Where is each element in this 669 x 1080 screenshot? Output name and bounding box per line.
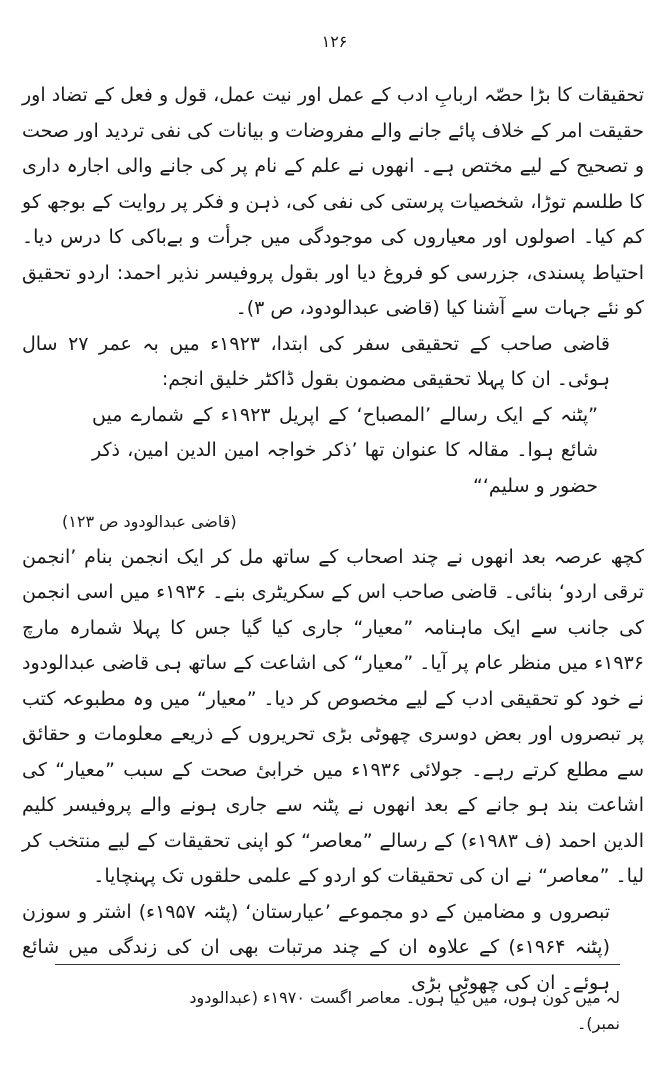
page-number: ۱۲۶ bbox=[321, 32, 348, 51]
paragraph-3: کچھ عرصہ بعد انھوں نے چند اصحاب کے ساتھ مل کر ایک انجمن بنام ’انجمن ترقی اردو‘ بنائی۔ قاضی صاحب اس کے سکریٹری بنے۔ ۱۹۳۶ء میں اسی انجمن کی جانب سے ایک ماہنامہ ”معیار“ جاری کیا گیا جس کا پہلا شمارہ مارچ ۱۹۳۶ء میں منظر عام پر آیا۔ ”معیار“ کی اشاعت کے ساتھ ہی قاضی عبدالودود نے خود کو تحقیقی ادب کے لیے مخصوص کر دیا۔ ”معیار“ میں وہ مطبوعہ کتب پر تبصروں اور بعض دوسری چھوٹی بڑی تحریروں کے ذریعے معلومات و حقائق سے مطلع کرتے رہے۔ جولائی ۱۹۳۶ء میں خرابیٔ صحت کے سبب ”معیار“ کی اشاعت بند ہو جانے کے بعد انھوں نے پٹنہ سے جاری ہونے والے پروفیسر کلیم الدین احمد (ف ۱۹۸۳ء) کے رسالے ”معاصر“ کو اپنی تحقیقات کے لیے منتخب کر لیا۔ ”معاصر“ نے ان کی تحقیقات کو اردو کے علمی حلقوں تک پہنچایا۔ bbox=[22, 545, 644, 887]
paragraph-2: قاضی صاحب کے تحقیقی سفر کی ابتدا، ۱۹۲۳ء میں بہ عمر ۲۷ سال ہوئی۔ ان کا پہلا تحقیقی مضمون بقول ڈاکٹر خلیق انجم: bbox=[22, 332, 610, 390]
footnote-divider bbox=[55, 964, 620, 965]
body-text bbox=[22, 78, 644, 1001]
block-quote: ”پٹنہ کے ایک رسالے ’المصباح‘ کے اپریل ۱۹۲۳ء کے شمارے میں شائع ہوا۔ مقالہ کا عنوان تھا ’ذکر خواجہ امین الدین امین، ذکر حضور و سلیم‘“ bbox=[92, 403, 598, 497]
paragraph-1: تحقیقات کا بڑا حصّہ اربابِ ادب کے عمل اور نیت عمل، قول و فعل کے تضاد اور حقیقت امر کے خلاف پائے جانے والے مفروضات و بیانات کی نفی تردید اور صحت و تصحیح کے لیے مختص ہے۔ انھوں نے علم کے نام پر کی جانے والی اجارہ داری کا طلسم توڑا، شخصیات پرستی کی نفی کی، ذہن و فکر پر روایت کے بوجھ کو کم کیا۔ اصولوں اور معیاروں کی موجودگی میں جرأت و بےباکی کا درس دیا۔ احتیاط پسندی، جزرسی کو فروغ دیا اور بقول پروفیسر نذیر احمد: اردو تحقیق کو نئے جہات سے آشنا کیا (قاضی عبدالودود، ص ۳)۔ bbox=[22, 84, 644, 319]
paragraph-4: تبصروں و مضامین کے دو مجموعے ’عیارستان‘ (پٹنہ ۱۹۵۷ء) اشتر و سوزن (پٹنہ ۱۹۶۴ء) کے علاوہ ان کے چند مرتبات بھی ان کی زندگی میں شائع ہوئے۔ ان کی چھوٹی بڑی bbox=[22, 900, 610, 994]
quote-citation: (قاضی عبدالودود ص ۱۲۳) bbox=[62, 512, 237, 531]
footnote: لہ میں کون ہوں، میں کیا ہوں۔ معاصر اگست ۱۹۷۰ء (عبدالودود نمبر)۔ bbox=[189, 988, 620, 1033]
